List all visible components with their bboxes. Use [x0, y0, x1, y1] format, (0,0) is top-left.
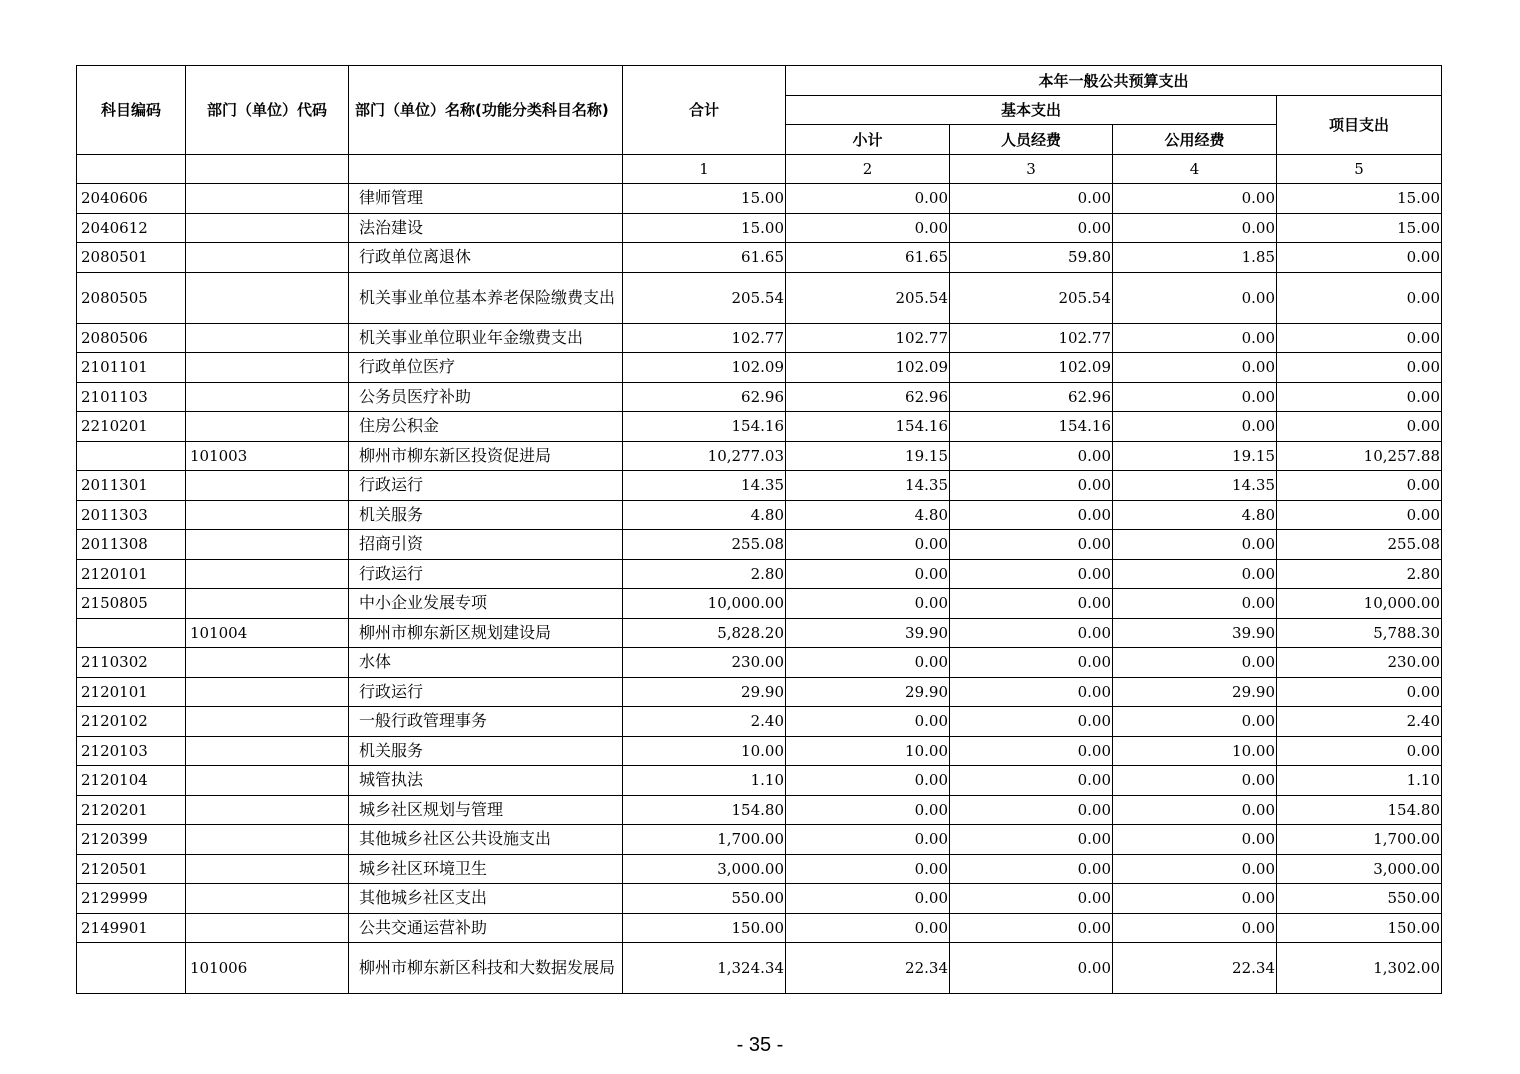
cell-project: 2.40 — [1277, 707, 1442, 737]
cell-public: 39.90 — [1113, 618, 1277, 648]
header-dept-name: 部门（单位）名称(功能分类科目名称) — [349, 66, 623, 155]
cell-subject-code: 2101101 — [77, 353, 186, 383]
cell-subtotal: 0.00 — [786, 825, 950, 855]
cell-project: 10,257.88 — [1277, 441, 1442, 471]
cell-subject-code: 2120501 — [77, 854, 186, 884]
cell-subject-code — [77, 943, 186, 994]
table-body — [77, 184, 1442, 994]
cell-subject-code: 2120103 — [77, 736, 186, 766]
cell-project: 550.00 — [1277, 884, 1442, 914]
table-row — [77, 677, 1442, 707]
table-row — [77, 559, 1442, 589]
header-basic-group: 基本支出 — [786, 95, 1277, 125]
cell-personnel: 0.00 — [950, 854, 1113, 884]
cell-total: 102.77 — [623, 323, 786, 353]
cell-dept-code — [186, 382, 349, 412]
cell-subject-code: 2080506 — [77, 323, 186, 353]
cell-total: 29.90 — [623, 677, 786, 707]
cell-project: 2.80 — [1277, 559, 1442, 589]
cell-subject-code: 2040606 — [77, 184, 186, 214]
cell-subtotal: 102.77 — [786, 323, 950, 353]
cell-project: 0.00 — [1277, 677, 1442, 707]
cell-subject-code: 2129999 — [77, 884, 186, 914]
table-row — [77, 500, 1442, 530]
cell-subject-code: 2011303 — [77, 500, 186, 530]
cell-personnel: 59.80 — [950, 243, 1113, 273]
table-row — [77, 618, 1442, 648]
cell-subject-code — [77, 441, 186, 471]
cell-subtotal: 205.54 — [786, 272, 950, 323]
header-colnum-2: 2 — [786, 154, 950, 184]
header-total: 合计 — [623, 66, 786, 155]
cell-total: 1.10 — [623, 766, 786, 796]
cell-personnel: 0.00 — [950, 943, 1113, 994]
cell-personnel: 0.00 — [950, 648, 1113, 678]
table-row — [77, 471, 1442, 501]
cell-subject-code: 2150805 — [77, 589, 186, 619]
cell-subtotal: 10.00 — [786, 736, 950, 766]
cell-subject-code — [77, 618, 186, 648]
cell-dept-code — [186, 736, 349, 766]
cell-dept-code — [186, 559, 349, 589]
cell-dept-name: 其他城乡社区公共设施支出 — [349, 825, 623, 855]
cell-total: 550.00 — [623, 884, 786, 914]
cell-subject-code: 2080501 — [77, 243, 186, 273]
cell-personnel: 0.00 — [950, 500, 1113, 530]
cell-total: 230.00 — [623, 648, 786, 678]
cell-project: 1.10 — [1277, 766, 1442, 796]
cell-subject-code: 2101103 — [77, 382, 186, 412]
cell-dept-name: 柳州市柳东新区投资促进局 — [349, 441, 623, 471]
cell-public: 0.00 — [1113, 412, 1277, 442]
cell-personnel: 0.00 — [950, 441, 1113, 471]
cell-public: 0.00 — [1113, 323, 1277, 353]
cell-subtotal: 0.00 — [786, 795, 950, 825]
cell-subtotal: 19.15 — [786, 441, 950, 471]
cell-dept-name: 其他城乡社区支出 — [349, 884, 623, 914]
cell-dept-code — [186, 530, 349, 560]
cell-subtotal: 0.00 — [786, 559, 950, 589]
table-row — [77, 589, 1442, 619]
cell-subtotal: 29.90 — [786, 677, 950, 707]
cell-public: 0.00 — [1113, 353, 1277, 383]
cell-personnel: 0.00 — [950, 825, 1113, 855]
header-dept-code: 部门（单位）代码 — [186, 66, 349, 155]
cell-dept-name: 柳州市柳东新区规划建设局 — [349, 618, 623, 648]
cell-dept-code — [186, 213, 349, 243]
cell-public: 0.00 — [1113, 707, 1277, 737]
cell-dept-code: 101006 — [186, 943, 349, 994]
cell-public: 10.00 — [1113, 736, 1277, 766]
cell-total: 15.00 — [623, 184, 786, 214]
cell-subtotal: 0.00 — [786, 589, 950, 619]
cell-public: 0.00 — [1113, 184, 1277, 214]
cell-public: 0.00 — [1113, 272, 1277, 323]
cell-dept-name: 机关事业单位基本养老保险缴费支出 — [349, 272, 623, 323]
header-personnel: 人员经费 — [950, 125, 1113, 155]
cell-dept-name: 行政运行 — [349, 677, 623, 707]
cell-personnel: 62.96 — [950, 382, 1113, 412]
cell-public: 0.00 — [1113, 854, 1277, 884]
cell-dept-name: 城乡社区规划与管理 — [349, 795, 623, 825]
cell-public: 0.00 — [1113, 213, 1277, 243]
cell-project: 1,302.00 — [1277, 943, 1442, 994]
cell-dept-code — [186, 913, 349, 943]
cell-project: 0.00 — [1277, 382, 1442, 412]
cell-public: 22.34 — [1113, 943, 1277, 994]
cell-total: 61.65 — [623, 243, 786, 273]
cell-personnel: 0.00 — [950, 795, 1113, 825]
cell-project: 1,700.00 — [1277, 825, 1442, 855]
cell-public: 4.80 — [1113, 500, 1277, 530]
cell-dept-code — [186, 884, 349, 914]
cell-public: 0.00 — [1113, 825, 1277, 855]
header-colnum-4: 4 — [1113, 154, 1277, 184]
cell-total: 2.80 — [623, 559, 786, 589]
cell-project: 230.00 — [1277, 648, 1442, 678]
cell-subject-code: 2011301 — [77, 471, 186, 501]
header-public: 公用经费 — [1113, 125, 1277, 155]
cell-subject-code: 2120399 — [77, 825, 186, 855]
cell-public: 0.00 — [1113, 382, 1277, 412]
cell-personnel: 102.77 — [950, 323, 1113, 353]
cell-personnel: 102.09 — [950, 353, 1113, 383]
cell-dept-name: 公共交通运营补助 — [349, 913, 623, 943]
cell-project: 15.00 — [1277, 184, 1442, 214]
cell-dept-code — [186, 412, 349, 442]
header-project: 项目支出 — [1277, 95, 1442, 154]
header-colnum-1: 1 — [623, 154, 786, 184]
cell-dept-code — [186, 707, 349, 737]
cell-public: 0.00 — [1113, 884, 1277, 914]
cell-personnel: 0.00 — [950, 707, 1113, 737]
cell-dept-name: 柳州市柳东新区科技和大数据发展局 — [349, 943, 623, 994]
cell-dept-name: 行政单位医疗 — [349, 353, 623, 383]
cell-public: 0.00 — [1113, 648, 1277, 678]
cell-dept-code — [186, 648, 349, 678]
cell-personnel: 0.00 — [950, 184, 1113, 214]
cell-total: 10.00 — [623, 736, 786, 766]
cell-personnel: 0.00 — [950, 559, 1113, 589]
cell-dept-code — [186, 184, 349, 214]
cell-subject-code: 2120101 — [77, 559, 186, 589]
cell-personnel: 0.00 — [950, 589, 1113, 619]
cell-dept-name: 法治建设 — [349, 213, 623, 243]
table-row — [77, 243, 1442, 273]
cell-project: 3,000.00 — [1277, 854, 1442, 884]
table-row — [77, 323, 1442, 353]
cell-public: 14.35 — [1113, 471, 1277, 501]
cell-subtotal: 0.00 — [786, 913, 950, 943]
cell-dept-name: 城乡社区环境卫生 — [349, 854, 623, 884]
table-row — [77, 648, 1442, 678]
cell-personnel: 0.00 — [950, 766, 1113, 796]
table-row — [77, 913, 1442, 943]
cell-subject-code: 2149901 — [77, 913, 186, 943]
cell-project: 0.00 — [1277, 736, 1442, 766]
cell-dept-name: 住房公积金 — [349, 412, 623, 442]
cell-total: 4.80 — [623, 500, 786, 530]
cell-public: 0.00 — [1113, 559, 1277, 589]
cell-personnel: 0.00 — [950, 677, 1113, 707]
cell-subject-code: 2110302 — [77, 648, 186, 678]
cell-total: 150.00 — [623, 913, 786, 943]
table-row — [77, 382, 1442, 412]
cell-subtotal: 102.09 — [786, 353, 950, 383]
cell-dept-name: 城管执法 — [349, 766, 623, 796]
header-subtotal: 小计 — [786, 125, 950, 155]
cell-subtotal: 4.80 — [786, 500, 950, 530]
cell-total: 255.08 — [623, 530, 786, 560]
header-colnum-3: 3 — [950, 154, 1113, 184]
cell-dept-code: 101003 — [186, 441, 349, 471]
cell-subject-code: 2011308 — [77, 530, 186, 560]
cell-total: 2.40 — [623, 707, 786, 737]
cell-subtotal: 0.00 — [786, 766, 950, 796]
cell-subject-code: 2080505 — [77, 272, 186, 323]
cell-total: 102.09 — [623, 353, 786, 383]
cell-dept-name: 中小企业发展专项 — [349, 589, 623, 619]
table-row — [77, 412, 1442, 442]
cell-project: 0.00 — [1277, 323, 1442, 353]
cell-dept-code: 101004 — [186, 618, 349, 648]
cell-personnel: 0.00 — [950, 530, 1113, 560]
table-header — [77, 66, 1442, 184]
cell-subtotal: 14.35 — [786, 471, 950, 501]
cell-dept-code — [186, 323, 349, 353]
header-colnum-5: 5 — [1277, 154, 1442, 184]
cell-subtotal: 0.00 — [786, 854, 950, 884]
cell-project: 0.00 — [1277, 471, 1442, 501]
cell-subject-code: 2210201 — [77, 412, 186, 442]
cell-subject-code: 2120201 — [77, 795, 186, 825]
cell-personnel: 0.00 — [950, 913, 1113, 943]
cell-subject-code: 2120101 — [77, 677, 186, 707]
cell-dept-name: 机关服务 — [349, 500, 623, 530]
cell-dept-code — [186, 272, 349, 323]
cell-dept-name: 水体 — [349, 648, 623, 678]
table-row — [77, 184, 1442, 214]
cell-dept-code — [186, 500, 349, 530]
cell-project: 10,000.00 — [1277, 589, 1442, 619]
cell-subtotal: 62.96 — [786, 382, 950, 412]
cell-personnel: 154.16 — [950, 412, 1113, 442]
cell-dept-name: 公务员医疗补助 — [349, 382, 623, 412]
cell-total: 62.96 — [623, 382, 786, 412]
cell-project: 0.00 — [1277, 353, 1442, 383]
cell-dept-code — [186, 471, 349, 501]
cell-dept-name: 行政单位离退休 — [349, 243, 623, 273]
cell-public: 0.00 — [1113, 530, 1277, 560]
cell-dept-code — [186, 795, 349, 825]
cell-public: 29.90 — [1113, 677, 1277, 707]
cell-public: 19.15 — [1113, 441, 1277, 471]
header-budget-group: 本年一般公共预算支出 — [786, 66, 1442, 96]
table-row — [77, 213, 1442, 243]
cell-subtotal: 0.00 — [786, 530, 950, 560]
table-row — [77, 530, 1442, 560]
cell-public: 0.00 — [1113, 795, 1277, 825]
cell-total: 205.54 — [623, 272, 786, 323]
cell-project: 0.00 — [1277, 412, 1442, 442]
table-row — [77, 272, 1442, 323]
cell-subtotal: 0.00 — [786, 707, 950, 737]
cell-subject-code: 2040612 — [77, 213, 186, 243]
cell-subject-code: 2120104 — [77, 766, 186, 796]
cell-personnel: 0.00 — [950, 884, 1113, 914]
cell-total: 154.80 — [623, 795, 786, 825]
cell-total: 1,324.34 — [623, 943, 786, 994]
table-row — [77, 766, 1442, 796]
table-row — [77, 943, 1442, 994]
cell-total: 10,277.03 — [623, 441, 786, 471]
cell-total: 10,000.00 — [623, 589, 786, 619]
cell-dept-code — [186, 589, 349, 619]
cell-total: 14.35 — [623, 471, 786, 501]
cell-total: 5,828.20 — [623, 618, 786, 648]
cell-dept-code — [186, 677, 349, 707]
cell-project: 0.00 — [1277, 500, 1442, 530]
cell-total: 15.00 — [623, 213, 786, 243]
cell-dept-code — [186, 243, 349, 273]
cell-subtotal: 0.00 — [786, 884, 950, 914]
cell-personnel: 0.00 — [950, 736, 1113, 766]
cell-dept-code — [186, 825, 349, 855]
cell-subtotal: 61.65 — [786, 243, 950, 273]
cell-personnel: 0.00 — [950, 471, 1113, 501]
cell-project: 154.80 — [1277, 795, 1442, 825]
cell-dept-name: 机关事业单位职业年金缴费支出 — [349, 323, 623, 353]
table-row — [77, 825, 1442, 855]
cell-personnel: 205.54 — [950, 272, 1113, 323]
header-colnum-blank — [349, 154, 623, 184]
header-subject-code: 科目编码 — [77, 66, 186, 155]
cell-personnel: 0.00 — [950, 618, 1113, 648]
cell-dept-name: 一般行政管理事务 — [349, 707, 623, 737]
table-row — [77, 795, 1442, 825]
table-row — [77, 353, 1442, 383]
cell-dept-name: 行政运行 — [349, 559, 623, 589]
cell-subtotal: 154.16 — [786, 412, 950, 442]
header-colnum-blank — [77, 154, 186, 184]
cell-dept-name: 机关服务 — [349, 736, 623, 766]
cell-project: 5,788.30 — [1277, 618, 1442, 648]
cell-personnel: 0.00 — [950, 213, 1113, 243]
table-row — [77, 884, 1442, 914]
cell-dept-code — [186, 353, 349, 383]
cell-project: 15.00 — [1277, 213, 1442, 243]
cell-subject-code: 2120102 — [77, 707, 186, 737]
cell-public: 0.00 — [1113, 589, 1277, 619]
cell-public: 1.85 — [1113, 243, 1277, 273]
cell-subtotal: 39.90 — [786, 618, 950, 648]
table-row — [77, 854, 1442, 884]
cell-total: 3,000.00 — [623, 854, 786, 884]
header-colnum-blank — [186, 154, 349, 184]
cell-project: 0.00 — [1277, 272, 1442, 323]
cell-subtotal: 22.34 — [786, 943, 950, 994]
cell-dept-name: 律师管理 — [349, 184, 623, 214]
cell-total: 1,700.00 — [623, 825, 786, 855]
cell-dept-code — [186, 854, 349, 884]
cell-public: 0.00 — [1113, 913, 1277, 943]
table-row — [77, 707, 1442, 737]
table-row — [77, 441, 1442, 471]
cell-dept-code — [186, 766, 349, 796]
cell-subtotal: 0.00 — [786, 184, 950, 214]
cell-project: 255.08 — [1277, 530, 1442, 560]
cell-dept-name: 行政运行 — [349, 471, 623, 501]
cell-public: 0.00 — [1113, 766, 1277, 796]
cell-subtotal: 0.00 — [786, 213, 950, 243]
cell-dept-name: 招商引资 — [349, 530, 623, 560]
cell-total: 154.16 — [623, 412, 786, 442]
cell-subtotal: 0.00 — [786, 648, 950, 678]
cell-project: 0.00 — [1277, 243, 1442, 273]
page-number: - 35 - — [736, 1034, 784, 1056]
table-row — [77, 736, 1442, 766]
cell-project: 150.00 — [1277, 913, 1442, 943]
budget-table — [76, 65, 1442, 994]
